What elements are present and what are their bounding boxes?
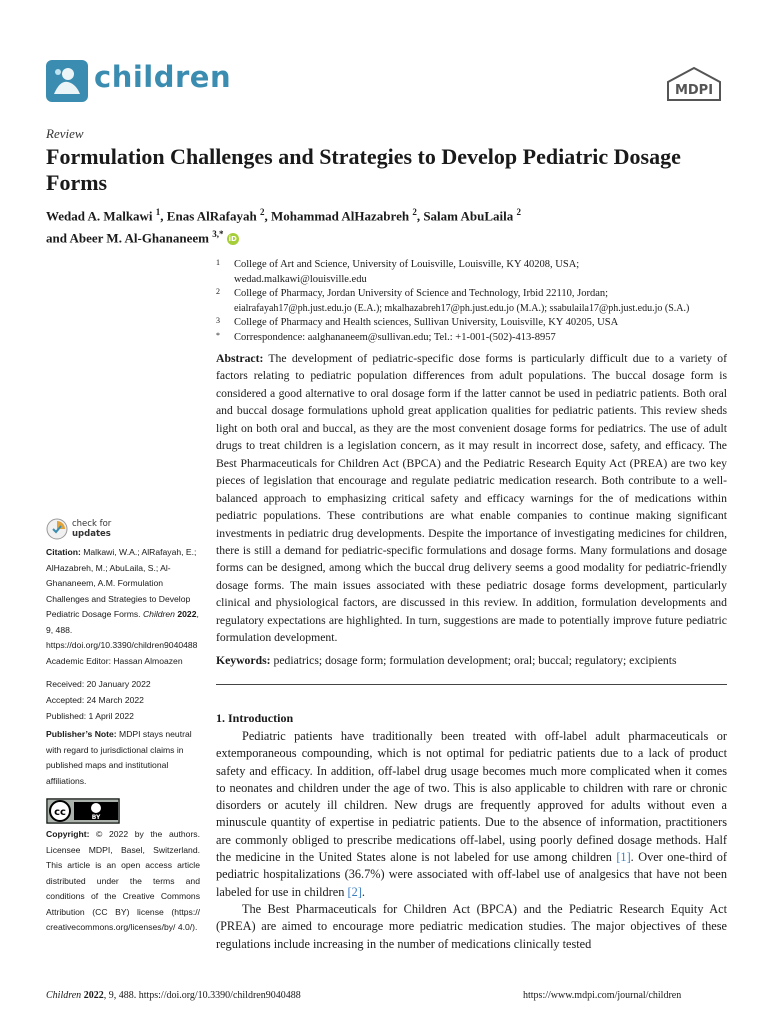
journal-logo[interactable] [46,60,232,104]
author-affiliation-marker: 2 [412,207,417,217]
author-affiliation-marker: 3,* [212,229,224,240]
author-affiliation-marker: 2 [516,207,522,217]
cc-by-label: BY [91,814,101,821]
abstract-text: The development of pediatric-specific dose forms is particularly difficult due to a variety of factors relating to pediatric population differences from adult populations. The buccal dosage form is considered a good alternative to oral dosage form if the latter cannot be used in pediatric patients. Both oral and buccal dosage formulations uphold great application qualities for pediatric patients. This review sheds light on both oral and buccal, as they are the most convenient dosage forms for pediatrics. The use of adult drugs to treat children is a legislation concern, as it may result in incorrect dose, safety, and efficacy. The Best Pharmaceuticals for Children Act (BPCA) and the Pediatric Research Equity Act (PREA) are two key pieces of legislation that encourage and regulate pediatric medication research. Both contribute to a well-balanced approach to emphasizing critical safety and efficacy warnings for the of medications within pediatric populations. These contributions are what enable companies to continue making significant investments in pediatric drug developments. Despite the importance of investigating medicines for children, there is still a demand for pediatric-specific formulations and dosage forms. Many formulations and dosage forms can be designed, among which the buccal drug delivery seems a good modality for pediatric-friendly dosage forms. The main issues associated with these pediatric dosage forms development, particularly clinical and physiological factors, are discussed in this review. In addition, formulation developments and regulatory expectations are highlighted. In turn, suggestions are made to potentially improve future pediatric formulation development. [216,352,727,645]
orcid-icon[interactable]: iD [228,234,237,243]
footer-citation: Children 2022, 9, 488. https://doi.org/10.3390/children9040488 [46,990,301,1001]
affiliation-item: wedad.malkawi@louisville.edu [234,273,367,285]
author-name[interactable]: and Abeer M. Al-Ghananeem [46,230,213,246]
footer-doi-link[interactable]: , 9, 488. https://doi.org/10.3390/children9040488 [103,990,301,1001]
author-list [46,203,736,248]
citation-doi-link[interactable]: , 9, 488. https://doi.org/10.3390/children9040488 [46,609,199,650]
check-updates-label: check for updates [72,519,112,539]
publisher-note: Publisher’s Note: MDPI stays neutral with regard to jurisdictional claims in published maps and institutional affiliations. [46,729,192,786]
affiliation-item: 1 College of Art and Science, University of Louisville, Louisville, KY 40208, USA; [216,258,580,270]
check-updates-icon [46,518,68,540]
introduction-body [216,728,727,953]
published-date: Published: 1 April 2022 [46,711,134,721]
accepted-date: Accepted: 24 March 2022 [46,695,144,705]
author-name[interactable]: , Mohammad AlHazabreh [264,208,413,224]
keywords [216,652,727,669]
author-affiliation-marker: 1 [155,207,161,217]
publication-dates [46,676,200,724]
paragraph: The Best Pharmaceuticals for Children Act (BPCA) and the Pediatric Research Equity Act (PREA) are aimed to encourage more pediatric medication studies. The major objectives of these regulations include increasing in the number of medications clinically tested [216,901,727,951]
keywords-label: Keywords: [216,654,271,667]
affiliation-item: eialrafayah17@ph.just.edu.jo (E.A.); mkalhazabreh17@ph.just.edu.jo (M.A.); ssabulaila17@ph.just.edu.jo (S.A.) [234,302,690,314]
article-type: Review [46,126,84,141]
mdpi-logo-text: MDPI [674,83,714,98]
mdpi-logo[interactable] [664,66,724,104]
keywords-text: pediatrics; dosage form; formulation development; oral; buccal; regulatory; excipients [270,654,677,667]
academic-editor: Academic Editor: Hassan Almoazen [46,656,183,666]
article-title: Formulation Challenges and Strategies to Develop Pediatric Dosage Forms [46,144,681,195]
author-line-1 [46,203,736,225]
check-for-updates-button[interactable] [46,516,126,546]
citation: Citation: Malkawi, W.A.; AlRafayah, E.; AlHazabreh, M.; AbuLaila, S.; Al-Ghananeem, A.M. Formulation Challenges and Strategies to Develop Pediatric Dosage Forms. Children 2022, 9, 488. https://doi.org/10.3390/children9040488 [46,547,199,650]
reference-link[interactable]: [1] [616,850,631,865]
citation-label: Citation: [46,547,81,557]
copyright-notice: Copyright: © 2022 by the authors. Licensee MDPI, Basel, Switzerland. This article is an open access article distributed under the terms and conditions of the Creative Commons Attribution (CC BY) license (https:// creativecommons.org/licenses/by/ 4.0/). [46,829,200,932]
author-name[interactable]: , Salam AbuLaila [416,208,517,224]
correspondence: * Correspondence: aalghananeem@sullivan.edu; Tel.: +1-001-(502)-413-8957 [216,330,556,343]
svg-text:cc: cc [54,807,66,818]
section-heading: 1. Introduction [216,711,294,725]
footer-journal-url[interactable]: https://www.mdpi.com/journal/children [523,990,682,1001]
author-name[interactable]: , Enas AlRafayah [160,208,260,224]
author-name[interactable]: Wedad A. Malkawi [46,208,156,224]
author-line-2 [46,225,736,247]
received-date: Received: 20 January 2022 [46,679,151,689]
children-journal-icon [46,60,88,102]
abstract-label: Abstract: [216,352,264,365]
cc-by-license-icon[interactable] [46,798,120,824]
journal-name: children [94,60,232,94]
affiliation-item: 2 College of Pharmacy, Jordan University of Science and Technology, Irbid 22110, Jordan; [216,287,609,299]
abstract [216,350,727,647]
paragraph: Pediatric patients have traditionally been treated with off-label adult pharmaceuticals or extemporaneous compounding, which is not optimal for pediatric patients due to a lack of product safety and efficacy. In addition, off-label drug usage becomes much more complicated when it comes to neonates and children under the age of two. This is also applicable to children with rare or chronic disorders or acutely ill children. New drugs are frequently approved for adults without even a minuscule quantity of expertise in pediatric patients. Due to the absence of information, practitioners are commonly obliged to prescribe medications off-label, using poorly defined dosage methods. Half the medicine in the United States alone is not labeled for use among children [1]. Over one-third of pediatric hospitalizations (36.7%) were associated with off-label use of analgesics that have not been labeled for use in children [2]. [216,729,727,899]
affiliation-item: 3 College of Pharmacy and Health sciences, Sullivan University, Louisville, KY 40205, USA [216,316,619,328]
affiliations [216,258,728,345]
reference-link[interactable]: [2] [347,884,362,899]
author-affiliation-marker: 2 [260,207,265,217]
section-divider [216,684,727,685]
